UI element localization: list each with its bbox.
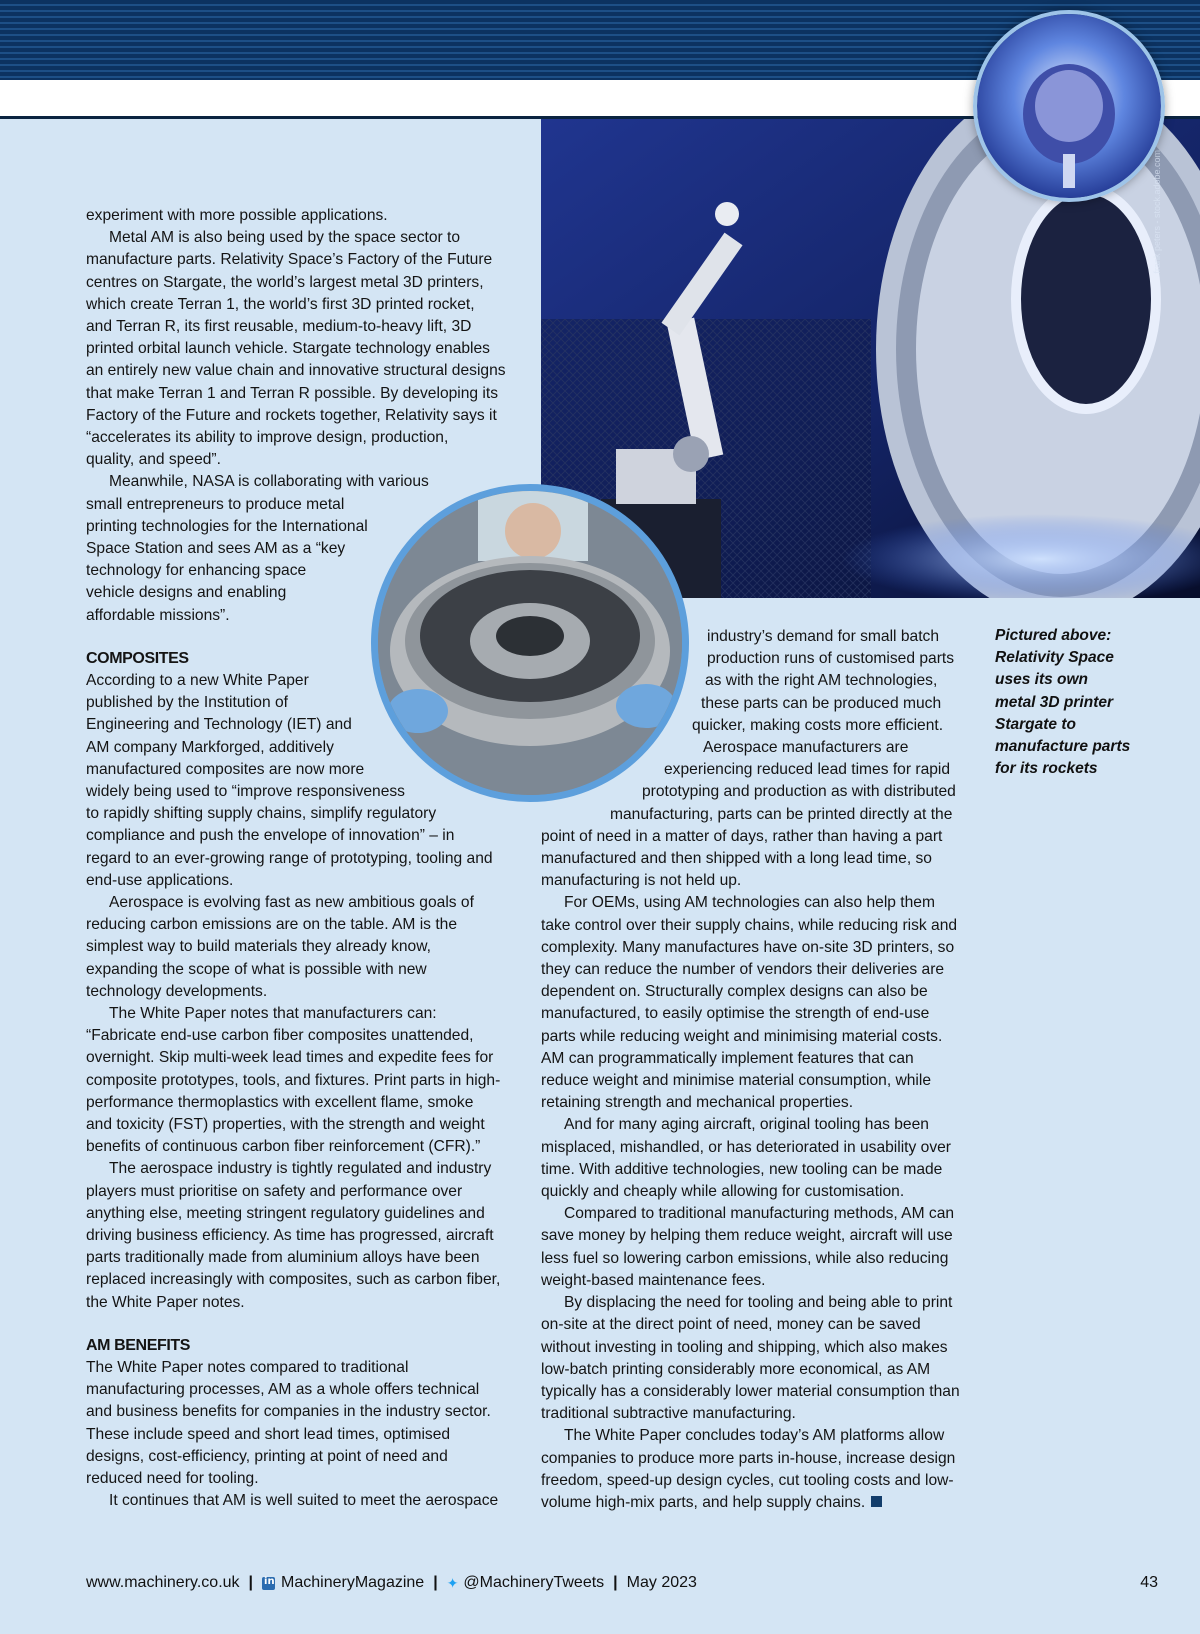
left-column-composites (86, 648, 500, 1314)
right-line: And for many aging aircraft, original tooling has been (564, 1116, 929, 1134)
intro-line: small entrepreneurs to produce metal (86, 495, 345, 513)
left-column-benefits (86, 1335, 498, 1512)
intro-line: which create Terran 1, the world’s first 3D printed rocket, (86, 295, 475, 313)
right-line-last (541, 1492, 960, 1514)
footer-issue-date: May 2023 (626, 1574, 697, 1591)
composites-line: end-use applications. (86, 871, 234, 889)
intro-line: vehicle designs and enabling (86, 584, 287, 602)
composites-line: widely being used to “improve responsiveness (86, 783, 405, 801)
photo-credit: frank peters - stock.adobe.com (1152, 150, 1162, 274)
intro-line: printing technologies for the International (86, 517, 368, 535)
right-line: misplaced, mishandled, or has deteriorated in usability over (541, 1138, 951, 1156)
footer-twitter-link[interactable]: @MachineryTweets (463, 1574, 605, 1591)
caption-line: metal 3D printer (995, 693, 1114, 711)
composites-line: manufactured composites are now more (86, 760, 365, 778)
intro-line: Metal AM is also being used by the space sector to (109, 229, 461, 247)
right-line: without investing in tooling and shipping, which also makes (541, 1338, 948, 1356)
right-line: manufacturing, parts can be printed directly at the (610, 805, 953, 823)
right-line: production runs of customised parts (707, 650, 955, 668)
composites-line: players must prioritise on safety and performance over (86, 1182, 463, 1200)
right-line: AM can programmatically implement features that can (541, 1049, 914, 1067)
composites-line: driving business efficiency. As time has progressed, aircraft (86, 1227, 494, 1245)
intro-line: technology for enhancing space (86, 562, 307, 580)
right-line: on-site at the direct point of need, money can be saved (541, 1316, 921, 1334)
footer-linkedin-link[interactable]: MachineryMagazine (281, 1574, 425, 1591)
badge-illustration (977, 14, 1161, 198)
right-line: By displacing the need for tooling and being able to print (564, 1294, 953, 1312)
right-line: Aerospace manufacturers are (703, 739, 909, 757)
right-line: as with the right AM technologies, (705, 672, 938, 690)
right-line: For OEMs, using AM technologies can also help them (564, 894, 935, 912)
composites-line: parts traditionally made from aluminium alloys have been (86, 1249, 480, 1267)
composites-line: anything else, meeting stringent regulatory guidelines and (86, 1204, 485, 1222)
intro-line: Factory of the Future and rockets together, Relativity says it (86, 406, 497, 424)
intro-line: affordable missions”. (86, 606, 230, 624)
right-line: save money by helping them reduce weight, aircraft will use (541, 1227, 953, 1245)
intro-line: that make Terran 1 and Terran R possible. By developing its (86, 384, 499, 402)
header-badge-image (973, 10, 1165, 202)
intro-line: Meanwhile, NASA is collaborating with various (109, 473, 429, 491)
composites-line: benefits of continuous carbon fiber reinforcement (CFR).” (86, 1138, 481, 1156)
composites-line: Engineering and Technology (IET) and (86, 716, 352, 734)
right-line: less fuel so lowering carbon emissions, while also reducing (541, 1249, 949, 1267)
footer-separator: | (613, 1574, 618, 1591)
right-line: time. With additive technologies, new tooling can be made (541, 1160, 943, 1178)
benefits-line: These include speed and short lead times, optimised (86, 1425, 451, 1443)
right-line: dependent on. Structurally complex designs can also be (541, 983, 928, 1001)
right-line: weight-based maintenance fees. (541, 1271, 766, 1289)
composites-line: According to a new White Paper (86, 672, 309, 689)
caption-line: Stargate to (995, 715, 1076, 733)
right-line: they can reduce the number of vendors their deliveries are (541, 961, 945, 979)
right-line: The White Paper concludes today’s AM platforms allow (564, 1427, 945, 1445)
intro-line: manufacture parts. Relativity Space’s Factory of the Future (86, 251, 493, 269)
composites-line: expanding the scope of what is possible with new (86, 960, 427, 978)
right-line: these parts can be produced much (701, 694, 942, 712)
composites-line: performance thermoplastics with excellent flame, smoke (86, 1093, 474, 1111)
right-line: typically has a considerably lower material consumption than (541, 1382, 960, 1400)
right-line: companies to produce more parts in-house, increase design (541, 1449, 956, 1467)
composites-line: technology developments. (86, 982, 268, 1000)
right-line: point of need in a matter of days, rather than having a part (541, 827, 943, 845)
composites-line: regard to an ever-growing range of prototyping, tooling and (86, 849, 493, 867)
composites-line: and toxicity (FST) properties, with the strength and weight (86, 1116, 485, 1134)
right-line: retaining strength and mechanical properties. (541, 1094, 854, 1112)
intro-line: an entirely new value chain and innovative structural designs (86, 362, 506, 380)
composites-line: reducing carbon emissions are on the table. AM is the (86, 916, 457, 934)
composites-line: AM company Markforged, additively (86, 738, 334, 756)
caption-line: Pictured above: (995, 627, 1112, 644)
right-line: industry’s demand for small batch (707, 628, 939, 645)
left-column-intro (86, 205, 506, 627)
composites-heading: COMPOSITES (86, 650, 189, 667)
composites-line: compliance and push the envelope of innovation” – in (86, 827, 455, 845)
composites-line: composite prototypes, tools, and fixtures. Print parts in high- (86, 1071, 501, 1089)
caption-line: uses its own (995, 671, 1089, 689)
benefits-line: It continues that AM is well suited to meet the aerospace (109, 1492, 499, 1510)
right-line: Compared to traditional manufacturing methods, AM can (564, 1205, 955, 1223)
intro-line: Space Station and sees AM as a “key (86, 540, 346, 558)
intro-line: printed orbital launch vehicle. Stargate technology enables (86, 340, 490, 358)
composites-line: overnight. Skip multi-week lead times and expedite fees for (86, 1049, 494, 1067)
right-line: reduce weight and minimise material consumption, while (541, 1072, 932, 1090)
composites-line: simplest way to build materials they already know, (86, 938, 431, 956)
composites-line: the White Paper notes. (86, 1293, 245, 1311)
benefits-line: manufacturing processes, AM as a whole offers technical (86, 1381, 480, 1399)
benefits-heading: AM BENEFITS (86, 1337, 191, 1354)
caption-line: Relativity Space (995, 649, 1114, 667)
composites-line: replaced increasingly with composites, such as carbon fiber, (86, 1271, 501, 1289)
composites-line: The White Paper notes that manufacturers can: (109, 1005, 437, 1023)
intro-line: “accelerates its ability to improve design, production, (86, 429, 449, 447)
caption-line: manufacture parts (995, 738, 1131, 756)
right-line: manufactured and then shipped with a long lead time, so (541, 850, 932, 868)
composites-line: The aerospace industry is tightly regulated and industry (109, 1160, 492, 1178)
footer-website-link[interactable]: www.machinery.co.uk (86, 1574, 240, 1591)
right-line: low-batch printing considerably more economical, as AM (541, 1360, 931, 1378)
right-line: parts while reducing weight and minimising material costs. (541, 1027, 943, 1045)
benefits-line: reduced need for tooling. (86, 1470, 259, 1488)
right-line: prototyping and production as with distributed (642, 783, 956, 801)
right-line: manufactured, to easily optimise the strength of end-use (541, 1005, 930, 1023)
intro-line: quality, and speed”. (86, 451, 221, 469)
right-line: freedom, speed-up design cycles, cut tooling costs and low- (541, 1471, 954, 1489)
linkedin-icon (262, 1577, 275, 1590)
benefits-line: and business benefits for companies in the industry sector. (86, 1403, 491, 1421)
right-line: complexity. Many manufactures have on-site 3D printers, so (541, 938, 955, 956)
page-number: 43 (1140, 1574, 1158, 1591)
benefits-line: designs, cost-efficiency, printing at point of need and (86, 1447, 448, 1465)
right-line: experiencing reduced lead times for rapid (664, 761, 951, 779)
page-footer (86, 1574, 1158, 1592)
footer-separator: | (248, 1574, 254, 1591)
intro-line: centres on Stargate, the world’s largest metal 3D printers, (86, 273, 484, 291)
composites-line: to rapidly shifting supply chains, simplify regulatory (86, 805, 437, 823)
right-column-body (541, 626, 960, 1514)
twitter-icon: ✦ (446, 1574, 459, 1591)
footer-separator: | (433, 1574, 438, 1591)
composites-line: published by the Institution of (86, 694, 288, 712)
intro-line: experiment with more possible applications. (86, 207, 388, 224)
composites-line: Aerospace is evolving fast as new ambitious goals of (109, 894, 474, 912)
benefits-line: The White Paper notes compared to traditional (86, 1359, 409, 1376)
right-line: traditional subtractive manufacturing. (541, 1405, 796, 1423)
right-line: volume high-mix parts, and help supply chains. (541, 1493, 866, 1511)
right-line: take control over their supply chains, while reducing risk and (541, 916, 958, 934)
right-line: quicker, making costs more efficient. (692, 716, 944, 734)
photo-caption (995, 625, 1130, 780)
right-line: quickly and cheaply while allowing for customisation. (541, 1183, 905, 1201)
end-of-article-mark (871, 1496, 882, 1507)
caption-line: for its rockets (995, 760, 1098, 778)
composites-line: “Fabricate end-use carbon fiber composites unattended, (86, 1027, 474, 1045)
right-line: manufacturing is not held up. (541, 872, 742, 890)
intro-line: and Terran R, its first reusable, medium-to-heavy lift, 3D (86, 318, 472, 336)
